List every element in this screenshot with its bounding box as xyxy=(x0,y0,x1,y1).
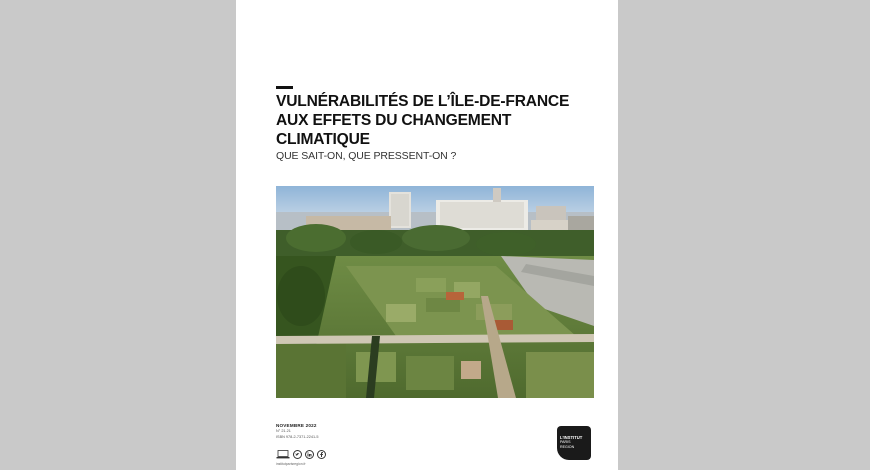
publication-isbn: ISBN 978-2-7371-2241-5 xyxy=(276,435,319,439)
logo-line-2: PARIS xyxy=(560,440,571,444)
publication-date: NOVEMBRE 2022 xyxy=(276,423,317,428)
cover-page xyxy=(236,0,618,470)
publication-number: N° 21.21 xyxy=(276,429,291,433)
page-title xyxy=(276,92,606,149)
social-links xyxy=(276,450,326,459)
page-subtitle: QUE SAIT-ON, QUE PRESSENT-ON ? xyxy=(276,150,457,162)
laptop-icon[interactable] xyxy=(276,450,290,459)
cover-photo xyxy=(276,186,594,398)
title-line-2: AUX EFFETS DU CHANGEMENT xyxy=(276,112,512,129)
title-accent-bar xyxy=(276,86,293,89)
institut-logo xyxy=(557,426,591,460)
logo-line-1: L’INSTITUT xyxy=(560,435,583,440)
logo-line-3: REGION xyxy=(560,445,575,449)
title-line-3: CLIMATIQUE xyxy=(276,131,370,148)
twitter-icon[interactable] xyxy=(293,450,302,459)
website-url[interactable]: institutparisregion.fr xyxy=(276,462,306,466)
publication-meta xyxy=(276,423,318,440)
linkedin-icon[interactable] xyxy=(305,450,314,459)
facebook-icon[interactable] xyxy=(317,450,326,459)
title-line-1: VULNÉRABILITÉS DE L’ÎLE-DE-FRANCE xyxy=(276,93,570,110)
